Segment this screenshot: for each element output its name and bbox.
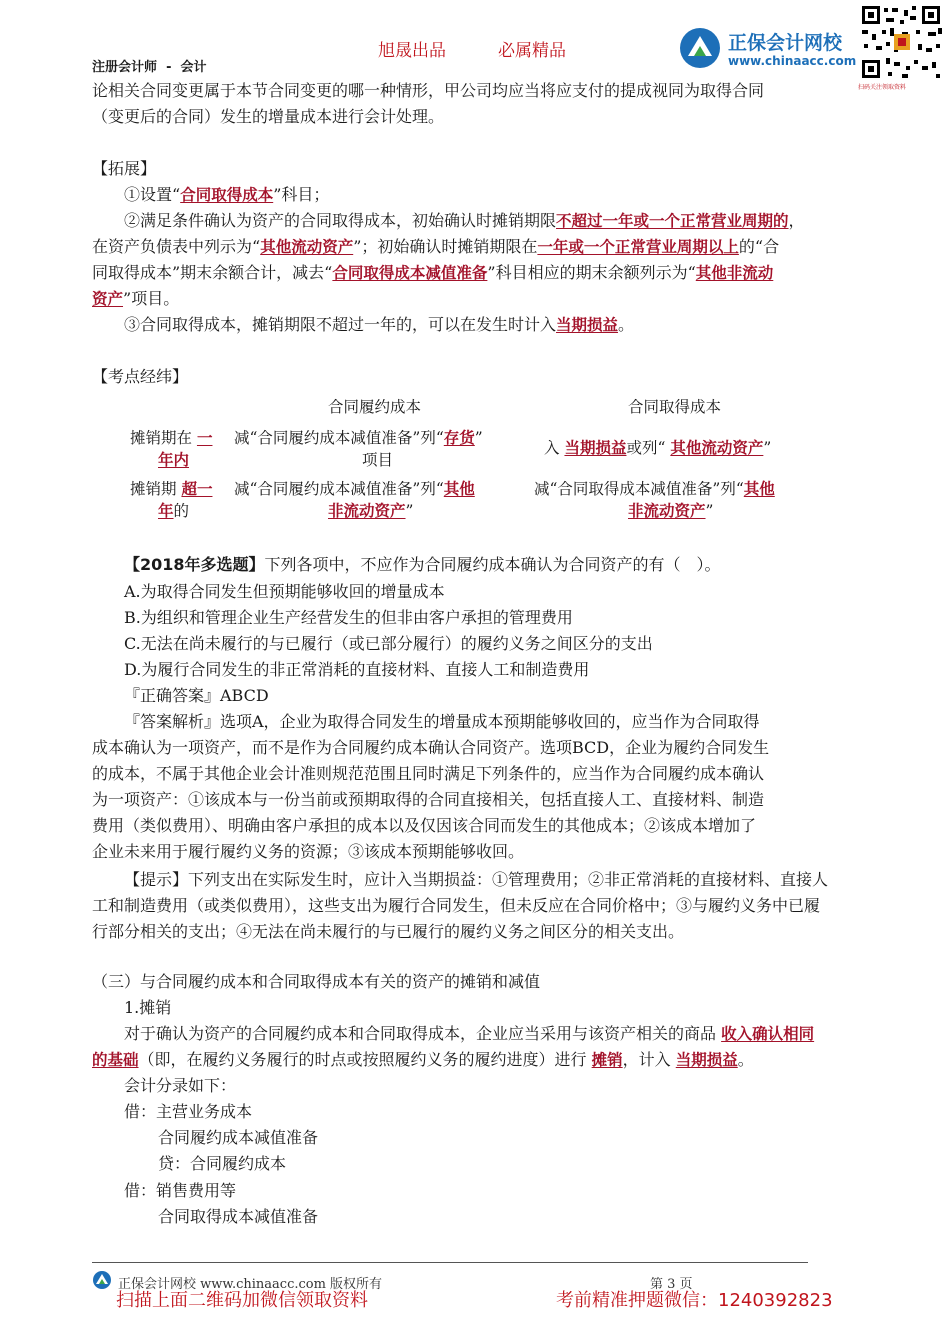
logo-text: 正保会计网校 [728,32,843,54]
analysis-line-4: 为一项资产：①该成本与一份当前或预期取得的合同直接相关，包括直接人工、直接材料、制造 [92,790,765,809]
footer-promo-left: 扫描上面二维码加微信领取资料 [116,1290,368,1311]
qr-code-icon [858,4,946,82]
analysis-line-5: 费用（类似费用）、明确由客户承担的成本以及仅因该合同而发生的其他成本；②该成本增加了 [92,816,757,835]
logo-icon [678,26,722,70]
footer-page-number: 第 3 页 [650,1277,693,1292]
highlight-term: 不超过一年或一个正常营业周期的 [556,212,789,230]
highlight-term: 合同取得成本减值准备 [332,264,488,282]
brand-left: 旭晟出品 [378,41,446,61]
extension-p2-line2: 在资产负债表中列示为“其他流动资产”；初始确认时摊销期限在一年或一个正常营业周期以上的“合 [92,237,780,256]
footer-logo-icon [92,1270,112,1290]
highlight-term: 其他非流动 [695,264,774,282]
entry-debit-2: 合同履约成本减值准备 [158,1128,319,1147]
keypoints-row1-col1: 减“合同履约成本减值准备”列“存货” 项目 [234,429,483,469]
subject-title: 注册会计师 - 会计 [92,60,207,75]
analysis-line-6: 企业未来用于履行履约义务的资源；③该成本预期能够收回。 [92,842,525,861]
entries-title: 会计分录如下： [124,1076,237,1095]
keypoints-row2-label: 摊销期 超一 年的 [130,480,213,520]
highlight-term: 合同取得成本 [180,186,274,204]
analysis-line-1: 『答案解析』选项A，企业为取得合同发生的增量成本预期能够收回的，应当作为合同取得 [124,712,760,731]
entry-credit-1: 贷：合同履约成本 [158,1154,287,1173]
footer-copyright: 正保会计网校 www.chinaacc.com 版权所有 [118,1277,383,1292]
entry-debit-4: 合同取得成本减值准备 [158,1207,319,1226]
extension-p2-line1: ②满足条件确认为资产的合同取得成本，初始确认时摊销期限不超过一年或一个正常营业周期的， [124,211,805,230]
highlight-term: 当期损益 [675,1051,738,1069]
question-stem: 【2018年多选题】下列各项中，不应作为合同履约成本确认为合同资产的有（ ）。 [124,555,721,574]
highlight-term: 当期损益 [556,316,619,334]
extension-p2-line3: 同取得成本”期末余额合计，减去“合同取得成本减值准备”科目相应的期末余额列示为“其他非流动 [92,263,774,282]
section3-paragraph-line1: 对于确认为资产的合同履约成本和合同取得成本，企业应当采用与该资产相关的商品 收入确认相同 [124,1024,815,1043]
section3-title: （三）与合同履约成本和合同取得成本有关的资产的摊销和减值 [92,972,541,991]
highlight-term: 资产 [92,290,124,308]
keypoints-title: 【考点经纬】 [92,367,189,386]
section3-subtitle: 1.摊销 [124,998,172,1017]
highlight-term: 的基础 [92,1051,139,1069]
question-option-a: A.为取得合同发生但预期能够收回的增量成本 [124,582,445,601]
highlight-term: 一年或一个正常营业周期以上 [537,238,739,256]
logo-url: www.chinaacc.com [728,54,857,68]
extension-p3: ③合同取得成本，摊销期限不超过一年的，可以在发生时计入当期损益。 [124,315,635,334]
analysis-line-3: 的成本，不属于其他企业会计准则规范范围且同时满足下列条件的，应当作为合同履约成本确认 [92,764,765,783]
tip-line-3: 行部分相关的支出；④无法在尚未履行的与已履行的履约义务之间区分的相关支出。 [92,922,685,941]
extension-p2-line4: 资产”项目。 [92,289,180,308]
question-option-d: D.为履行合同发生的非正常消耗的直接材料、直接人工和制造费用 [124,660,590,679]
section3-paragraph-line2: 的基础（即，在履约义务履行的时点或按照履约义务的履约进度）进行 摊销，计入 当期损益。 [92,1050,754,1069]
entry-debit-3: 借：销售费用等 [124,1181,237,1200]
keypoints-row1-col2: 入 当期损益或列“ 其他流动资产” [544,439,772,457]
keypoints-col-header-2: 合同取得成本 [628,398,722,416]
entry-debit-1: 借：主营业务成本 [124,1102,253,1121]
extension-title: 【拓展】 [92,159,157,178]
keypoints-row2-col1: 减“合同履约成本减值准备”列“其他 非流动资产” [234,480,475,520]
question-option-c: C.无法在尚未履行的与已履行（或已部分履行）的履约义务之间区分的支出 [124,634,653,653]
intro-line-1: 论相关合同变更属于本节合同变更的哪一种情形，甲公司均应当将应支付的提成视同为取得合同 [92,81,765,100]
question-option-b: B.为组织和管理企业生产经营发生的但非由客户承担的管理费用 [124,608,573,627]
qr-caption: 扫码关注领取资料 [858,84,907,91]
analysis-line-2: 成本确认为一项资产，而不是作为合同履约成本确认合同资产。选项BCD，企业为履约合同发生 [92,738,770,757]
keypoints-row2-col2: 减“合同取得成本减值准备”列“其他 非流动资产” [534,480,775,520]
keypoints-row1-label: 摊销期在 一 年内 [130,429,213,469]
intro-line-2: （变更后的合同）发生的增量成本进行会计处理。 [92,107,445,126]
highlight-term: 摊销 [591,1051,623,1069]
extension-p1: ①设置“合同取得成本”科目； [124,185,330,204]
keypoints-col-header-1: 合同履约成本 [328,398,422,416]
highlight-term: 收入确认相同 [721,1025,815,1043]
question-answer: 『正确答案』ABCD [124,686,269,705]
brand-right: 必属精品 [498,41,566,61]
footer-divider [92,1262,808,1263]
logo [678,22,857,78]
highlight-term: 其他流动资产 [260,238,354,256]
qr-code [858,4,946,92]
tip-line-2: 工和制造费用（或类似费用），这些支出为履行合同发生，但未反应在合同价格中；③与履约义务中已履 [92,896,821,915]
tip-line-1: 【提示】下列支出在实际发生时，应计入当期损益：①管理费用；②非正常消耗的直接材料、直接人 [124,870,829,889]
footer-promo-right: 考前精准押题微信：1240392823 [556,1290,833,1311]
